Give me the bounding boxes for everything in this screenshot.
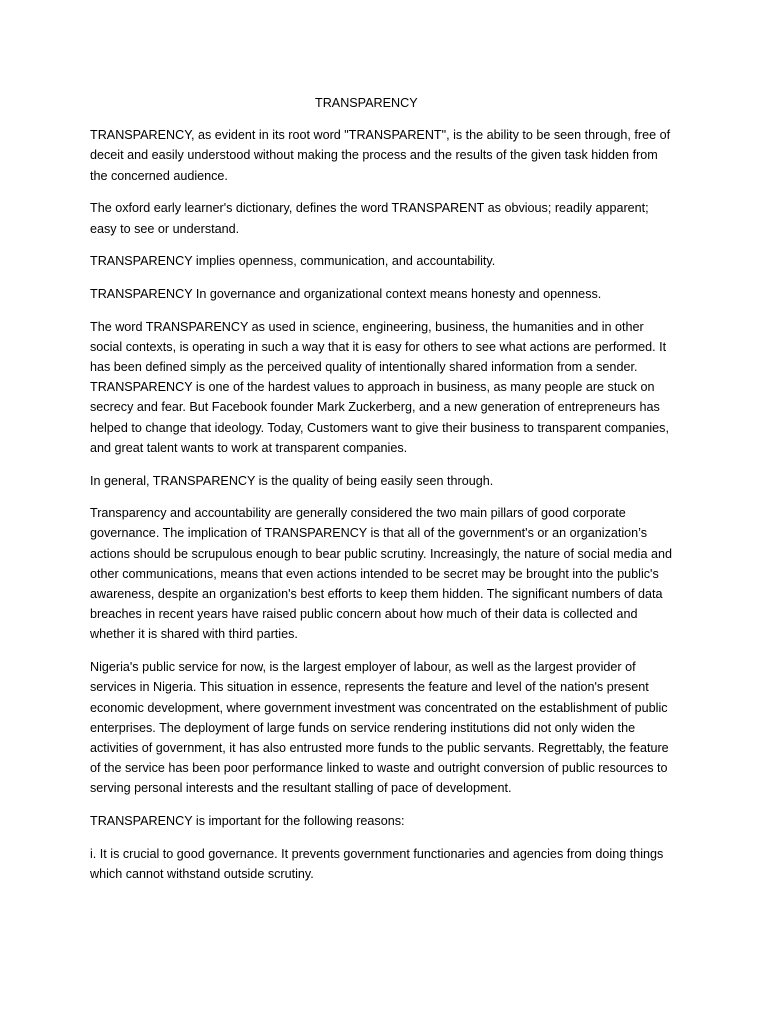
paragraph-usage: The word TRANSPARENCY as used in science, engineering, business, the humanities and in other social contexts, is operating in such a way that it is easy for others to see what actions are performed. It has been defined simply as the perceived quality of intentionally shared information from a sender. TRANSPARENCY is one of the hardest values to approach in business, as many people are stuck on secrecy and fear. But Facebook founder Mark Zuckerberg, and a new generation of entrepreneurs has helped to change that ideology. Today, Customers want to give their business to transparent companies, and great talent wants to work at transparent companies.: [90, 319, 669, 455]
paragraph-reason-1: i. It is crucial to good governance. It prevents government functionaries and agencies from doing things which cannot withstand outside scrutiny.: [90, 846, 664, 881]
paragraph-dictionary: The oxford early learner's dictionary, defines the word TRANSPARENT as obvious; readily apparent; easy to see or understand.: [90, 201, 649, 236]
paragraph-implies: TRANSPARENCY implies openness, communication, and accountability.: [90, 254, 496, 269]
paragraph-nigeria: Nigeria's public service for now, is the largest employer of labour, as well as the largest provider of services in Nigeria. This situation in essence, represents the feature and level of the nation's present economic development, where government investment was concentrated on the establishment of public enterprises. The deployment of large funds on service rendering institutions did not only widen the activities of government, it has also entrusted more funds to the public servants. Regrettably, the feature of the service has been poor performance linked to waste and outright conversion of public resources to serving personal interests and the resultant stalling of pace of development.: [90, 660, 669, 796]
document-title: TRANSPARENCY: [315, 96, 418, 110]
paragraph-governance: TRANSPARENCY In governance and organizational context means honesty and openness.: [90, 286, 602, 301]
document-body: [90, 93, 678, 897]
paragraph-reasons-intro: TRANSPARENCY is important for the following reasons:: [90, 814, 405, 829]
paragraph-accountability: Transparency and accountability are generally considered the two main pillars of good corporate governance. The implication of TRANSPARENCY is that all of the government's or an organization’s actions should be scrupulous enough to bear public scrutiny. Increasingly, the nature of social media and other communications, means that even actions intended to be secret may be brought into the public's awareness, despite an organization's best efforts to keep them hidden. The significant numbers of data breaches in recent years have raised public concern about how much of their data is collected and whether it is shared with third parties.: [90, 506, 672, 642]
paragraph-general: In general, TRANSPARENCY is the quality of being easily seen through.: [90, 473, 494, 488]
paragraph-definition: TRANSPARENCY, as evident in its root word "TRANSPARENT", is the ability to be seen through, free of deceit and easily understood without making the process and the results of the given task hidden from the concerned audience.: [90, 128, 671, 183]
